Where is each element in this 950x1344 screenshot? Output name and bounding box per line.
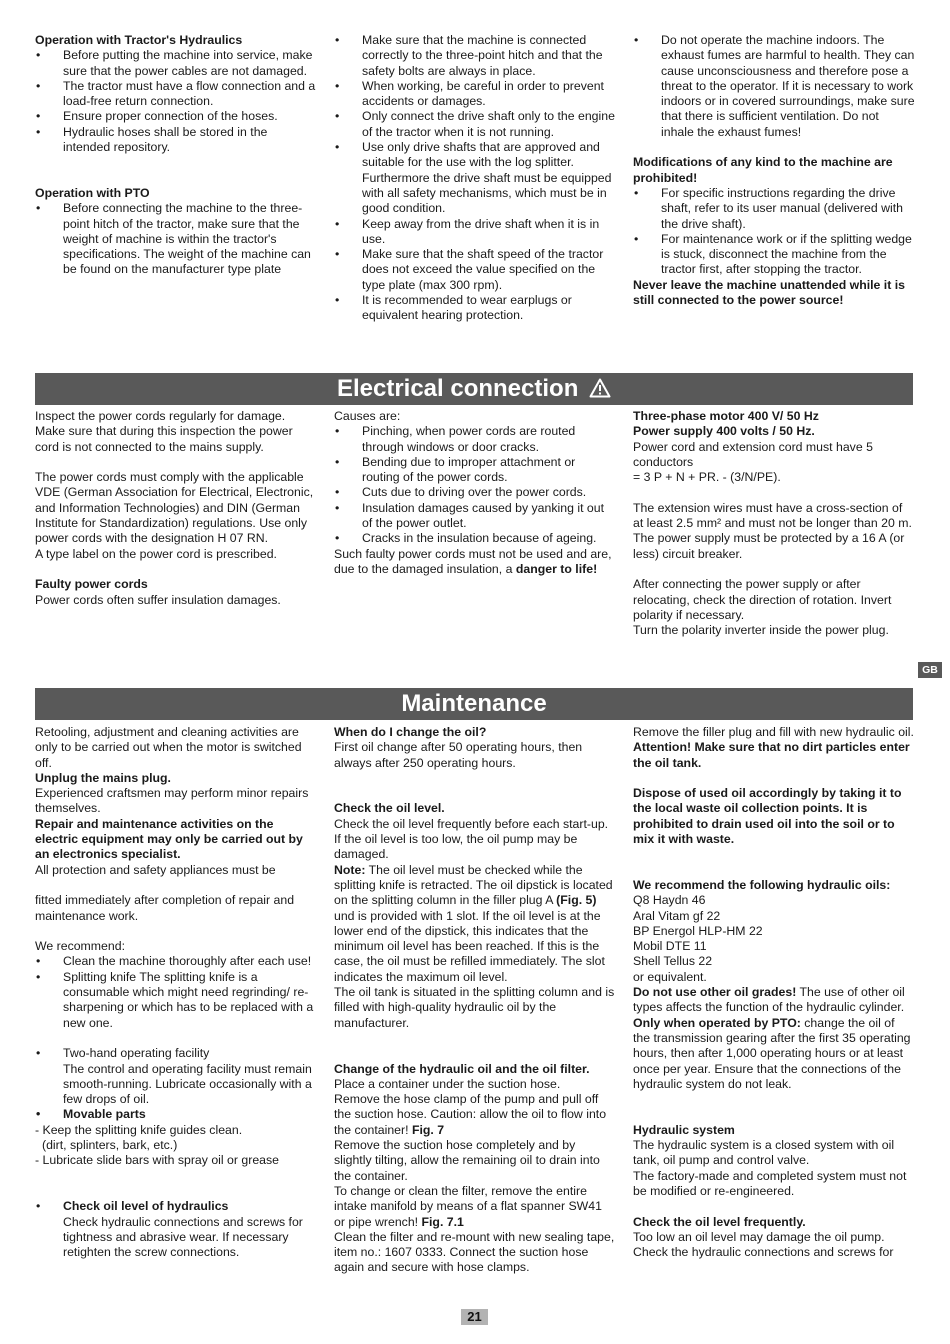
breaker-paragraph: The power supply must be protected by a 16 A (or less) circuit breaker. xyxy=(633,531,905,561)
danger-bold: danger to life! xyxy=(515,561,598,576)
dash-item: - Keep the splitting knife guides clean. xyxy=(35,1122,243,1137)
filter-paragraph xyxy=(334,1184,616,1230)
note-text: The oil level must be checked while the splitting knife is retracted. The oil dipstick is located on the splitting column in the filler plug A xyxy=(334,862,613,908)
list-item: • Movable parts xyxy=(35,1107,317,1122)
other-grades-paragraph xyxy=(633,985,915,1016)
list-item: • Ensure proper connection of the hoses. xyxy=(35,109,317,124)
check-oil-label: Check oil level of hydraulics xyxy=(63,1199,229,1214)
unattended-warning: Never leave the machine unattended while it is still connected to the power source! xyxy=(633,277,905,308)
top-column-3 xyxy=(633,33,915,308)
list-item: • Clean the machine thoroughly after each use! xyxy=(35,954,317,969)
factory-made-paragraph: The factory-made and completed system must not be modified or re-engineered. xyxy=(633,1168,907,1198)
electrical-section-header xyxy=(35,373,913,405)
pto-oil-paragraph xyxy=(633,1016,915,1092)
vde-paragraph: The power cords must comply with the applicable VDE (German Association for Electrical, Electronic, and Information Technologies) and DIN (German Institute for Standardization) regulations. Use only power cords with the designation H 07 RN. xyxy=(35,470,314,546)
list-item xyxy=(35,1199,317,1260)
causes-list xyxy=(334,424,616,546)
list-item: • For specific instructions regarding the drive shaft, refer to its user manual (delivered with the drive shaft). xyxy=(633,186,915,232)
warning-triangle-icon xyxy=(589,378,611,398)
electrical-title: Electrical connection xyxy=(336,375,579,402)
oil-change-heading: When do I change the oil? xyxy=(334,725,487,739)
pto-list xyxy=(35,201,317,277)
electrical-column-3 xyxy=(633,409,915,638)
change-oil-filter-heading: Change of the hydraulic oil and the oil filter. xyxy=(334,1061,590,1076)
insulation-paragraph: Power cords often suffer insulation damages. xyxy=(35,592,281,607)
motor-spec-heading: Three-phase motor 400 V/ 50 Hz xyxy=(633,409,819,423)
list-item: • Splitting knife The splitting knife is a consumable which might need regrinding/ re-sharpening or which has to be replaced with a new one. xyxy=(35,970,317,1031)
top-column-1 xyxy=(35,33,317,278)
drive-shaft-list xyxy=(334,33,616,324)
check-oil-text: Check hydraulic connections and screws for tightness and abrasive wear. If necessary retighten the screw connections. xyxy=(63,1214,303,1260)
type-label-paragraph: A type label on the power cord is prescribed. xyxy=(35,546,277,561)
list-item: • Before putting the machine into service, make sure that the power cables are not damaged. xyxy=(35,48,317,79)
hydraulic-system-paragraph: The hydraulic system is a closed system with oil tank, oil pump and control valve. xyxy=(633,1138,895,1168)
craftsmen-paragraph: Experienced craftsmen may perform minor repairs themselves. xyxy=(35,786,309,816)
oil-item: Aral Vitam gf 22 xyxy=(633,908,721,923)
electrical-column-1 xyxy=(35,409,317,608)
rotation-paragraph: After connecting the power supply or after relocating, check the direction of rotation. Invert polarity if necessary. xyxy=(633,577,892,622)
hydraulic-system-heading: Hydraulic system xyxy=(633,1122,735,1137)
unplug-heading: Unplug the mains plug. xyxy=(35,770,171,785)
modifications-list xyxy=(633,186,915,278)
oil-item: Q8 Haydn 46 xyxy=(633,893,706,908)
maintenance-column-1 xyxy=(35,725,317,1260)
oil-change-paragraph: First oil change after 50 operating hours, then always after 250 operating hours. xyxy=(334,740,583,770)
list-item: • Do not operate the machine indoors. The exhaust fumes are harmful to health. They can cause unconsciousness and therefore pose a threat to the operator. If it is necessary to work indoors or in covered surroundings, make sure that there is sufficient ventilation. Do not inhale the exhaust fumes! xyxy=(633,33,915,140)
two-hand-text: The control and operating facility must remain smooth-running. Lubricate occasionally with a few drops of oil. xyxy=(63,1061,312,1107)
list-item: • Only connect the drive shaft only to the engine of the tractor when it is not running. xyxy=(334,109,616,140)
fig-7-1-ref: Fig. 7.1 xyxy=(421,1214,464,1229)
check-oil-list xyxy=(35,1199,317,1260)
modifications-heading: Modifications of any kind to the machine are prohibited! xyxy=(633,155,893,185)
attention-warning: Attention! Make sure that no dirt particles enter the oil tank. xyxy=(633,740,910,770)
check-level-paragraph: Check the oil level frequently before each start-up. If the oil level is too low, the oil pump may be damaged. xyxy=(334,816,609,862)
list-item: • Insulation damages caused by yanking it out of the power outlet. xyxy=(334,501,616,532)
recommend-label: We recommend: xyxy=(35,939,125,954)
oils-heading: We recommend the following hydraulic oils: xyxy=(633,877,891,892)
list-item: • Keep away from the drive shaft when it is in use. xyxy=(334,217,616,248)
list-item: • For maintenance work or if the splitting wedge is stuck, disconnect the machine from the tractor first, after stopping the tractor. xyxy=(633,232,915,278)
oil-item: Mobil DTE 11 xyxy=(633,939,707,954)
causes-label: Causes are: xyxy=(334,409,401,423)
dash-item: - Lubricate slide bars with spray oil or grease xyxy=(35,1153,279,1168)
drain-paragraph: Remove the suction hose completely and by slightly tilting, allow the remaining oil to drain into the container. xyxy=(334,1138,600,1183)
low-oil-paragraph: Too low an oil level may damage the oil pump. xyxy=(633,1229,885,1244)
pto-oil-text: change the oil of the transmission gearing after the first 35 operating hours, then after 1,000 operating hours or at least once per year. Ensure that the connections of the hydraulic system do not leak. xyxy=(633,1015,911,1091)
fig-5-ref: (Fig. 5) xyxy=(556,893,597,908)
faulty-cords-heading: Faulty power cords xyxy=(35,577,148,592)
danger-text: Such faulty power cords must not be used and are, due to the damaged insulation, a xyxy=(334,546,612,576)
conductors-formula: = 3 P + N + PR. - (3/N/PE). xyxy=(633,470,781,485)
refill-paragraph: Remove the filler plug and fill with new hydraulic oil. xyxy=(633,725,914,739)
note-text-continued: und is provided with 1 slot. If the oil level is at the lower end of the dipstick, this indicates that the minimum oil level has been reached. If this is the case, the oil must be refilled immediately. The slot indicates the maximum oil level. xyxy=(334,908,605,984)
list-item: • Use only drive shafts that are approved and suitable for the use with the log splitter. Furthermore the drive shaft must be equipped with all safety mechanisms, which must be in good condition. xyxy=(334,140,616,216)
danger-paragraph xyxy=(334,547,616,578)
two-hand-label: Two-hand operating facility xyxy=(63,1046,210,1061)
note-paragraph xyxy=(334,863,616,985)
inverter-paragraph: Turn the polarity inverter inside the power plug. xyxy=(633,623,889,638)
page-number: 21 xyxy=(461,1309,488,1325)
fig-7-ref: Fig. 7 xyxy=(411,1122,445,1137)
retooling-paragraph: Retooling, adjustment and cleaning activities are only to be carried out when the motor is switched off. xyxy=(35,725,302,770)
list-item: • Make sure that the machine is connected correctly to the three-point hitch and that the safety bolts are always in place. xyxy=(334,33,616,79)
oil-tank-paragraph: The oil tank is situated in the splitting column and is filled with high-quality hydraulic oil by the manufacturer. xyxy=(334,985,615,1030)
maintenance-section-header xyxy=(35,688,913,720)
indoor-warning-list xyxy=(633,33,915,140)
two-hand-list xyxy=(35,1046,317,1122)
filter-text: To change or clean the filter, remove the entire intake manifold by means of a flat spanner SW41 or pipe wrench! xyxy=(334,1183,602,1229)
connections-paragraph: Check the hydraulic connections and screws for xyxy=(633,1245,894,1260)
dispose-warning: Dispose of used oil accordingly by taking it to the local waste oil collection points. It is prohibited to drain used oil into the soil or to mix it with waste. xyxy=(633,786,902,847)
oil-item: or equivalent. xyxy=(633,969,707,984)
list-item: • Pinching, when power cords are routed through windows or door cracks. xyxy=(334,424,616,455)
list-item: • Bending due to improper attachment or routing of the power cords. xyxy=(334,455,616,486)
list-item: • Before connecting the machine to the three-point hitch of the tractor, make sure that the weight of machine is within the tractor's specifications. The weight of the machine can be found on the manufacturer type plate xyxy=(35,201,317,277)
hose-clamp-text: Remove the hose clamp of the pump and pull off the suction hose. Caution: allow the oil to flow into the container! xyxy=(334,1092,607,1137)
list-item: • Make sure that the shaft speed of the tractor does not exceed the value specified on the type plate (max 300 rpm). xyxy=(334,247,616,293)
list-item: • When working, be careful in order to prevent accidents or damages. xyxy=(334,79,616,110)
safety-appliances-paragraph: All protection and safety appliances must be xyxy=(35,862,276,877)
tractor-hydraulics-list xyxy=(35,48,317,155)
electrical-column-2 xyxy=(334,409,616,577)
container-paragraph: Place a container under the suction hose. xyxy=(334,1076,561,1091)
top-column-2 xyxy=(334,33,616,324)
other-grades-text: The use of other oil types affects the function of the hydraulic cylinder. xyxy=(633,985,905,1015)
oil-item: Shell Tellus 22 xyxy=(633,954,713,969)
power-supply-heading: Power supply 400 volts / 50 Hz. xyxy=(633,424,815,439)
pto-heading: Operation with PTO xyxy=(35,185,150,200)
maintenance-column-2 xyxy=(334,725,616,1276)
list-item: • Cuts due to driving over the power cords. xyxy=(334,485,616,500)
list-item: • Hydraulic hoses shall be stored in the intended repository. xyxy=(35,125,317,156)
list-item: • It is recommended to wear earplugs or equivalent hearing protection. xyxy=(334,293,616,324)
inspect-paragraph: Inspect the power cords regularly for damage. Make sure that during this inspection the power cord is not connected to the mains supply. xyxy=(35,409,293,454)
maintenance-title: Maintenance xyxy=(401,690,547,717)
pto-oil-bold: Only when operated by PTO: xyxy=(633,1015,801,1030)
tractor-hydraulics-heading: Operation with Tractor's Hydraulics xyxy=(35,33,243,47)
oil-item: BP Energol HLP-HM 22 xyxy=(633,923,763,938)
dash-item-continued: (dirt, splinters, bark, etc.) xyxy=(42,1138,178,1153)
note-label: Note: xyxy=(334,862,366,877)
refit-paragraph: fitted immediately after completion of repair and maintenance work. xyxy=(35,893,295,923)
check-frequently-heading: Check the oil level frequently. xyxy=(633,1214,806,1229)
specialist-warning: Repair and maintenance activities on the electric equipment may only be carried out by an electronics specialist. xyxy=(35,816,303,862)
hose-clamp-paragraph xyxy=(334,1092,616,1138)
sealing-paragraph: Clean the filter and re-mount with new sealing tape, item no.: 1607 0333. Connect the suction hose again and secure with hose clamps. xyxy=(334,1229,615,1275)
list-item: • The tractor must have a flow connection and a load-free return connection. xyxy=(35,79,317,110)
extension-paragraph: The extension wires must have a cross-section of at least 2.5 mm² and must not be longer than 20 m. xyxy=(633,500,912,531)
maintenance-column-3 xyxy=(633,725,915,1260)
check-level-heading: Check the oil level. xyxy=(334,801,445,816)
other-grades-bold: Do not use other oil grades! xyxy=(633,985,797,1000)
conductors-paragraph: Power cord and extension cord must have 5 conductors xyxy=(633,439,873,469)
recommend-list xyxy=(35,954,317,1030)
language-tab: GB xyxy=(918,662,942,678)
list-item: • Cracks in the insulation because of ageing. xyxy=(334,531,616,546)
list-item xyxy=(35,1046,317,1107)
